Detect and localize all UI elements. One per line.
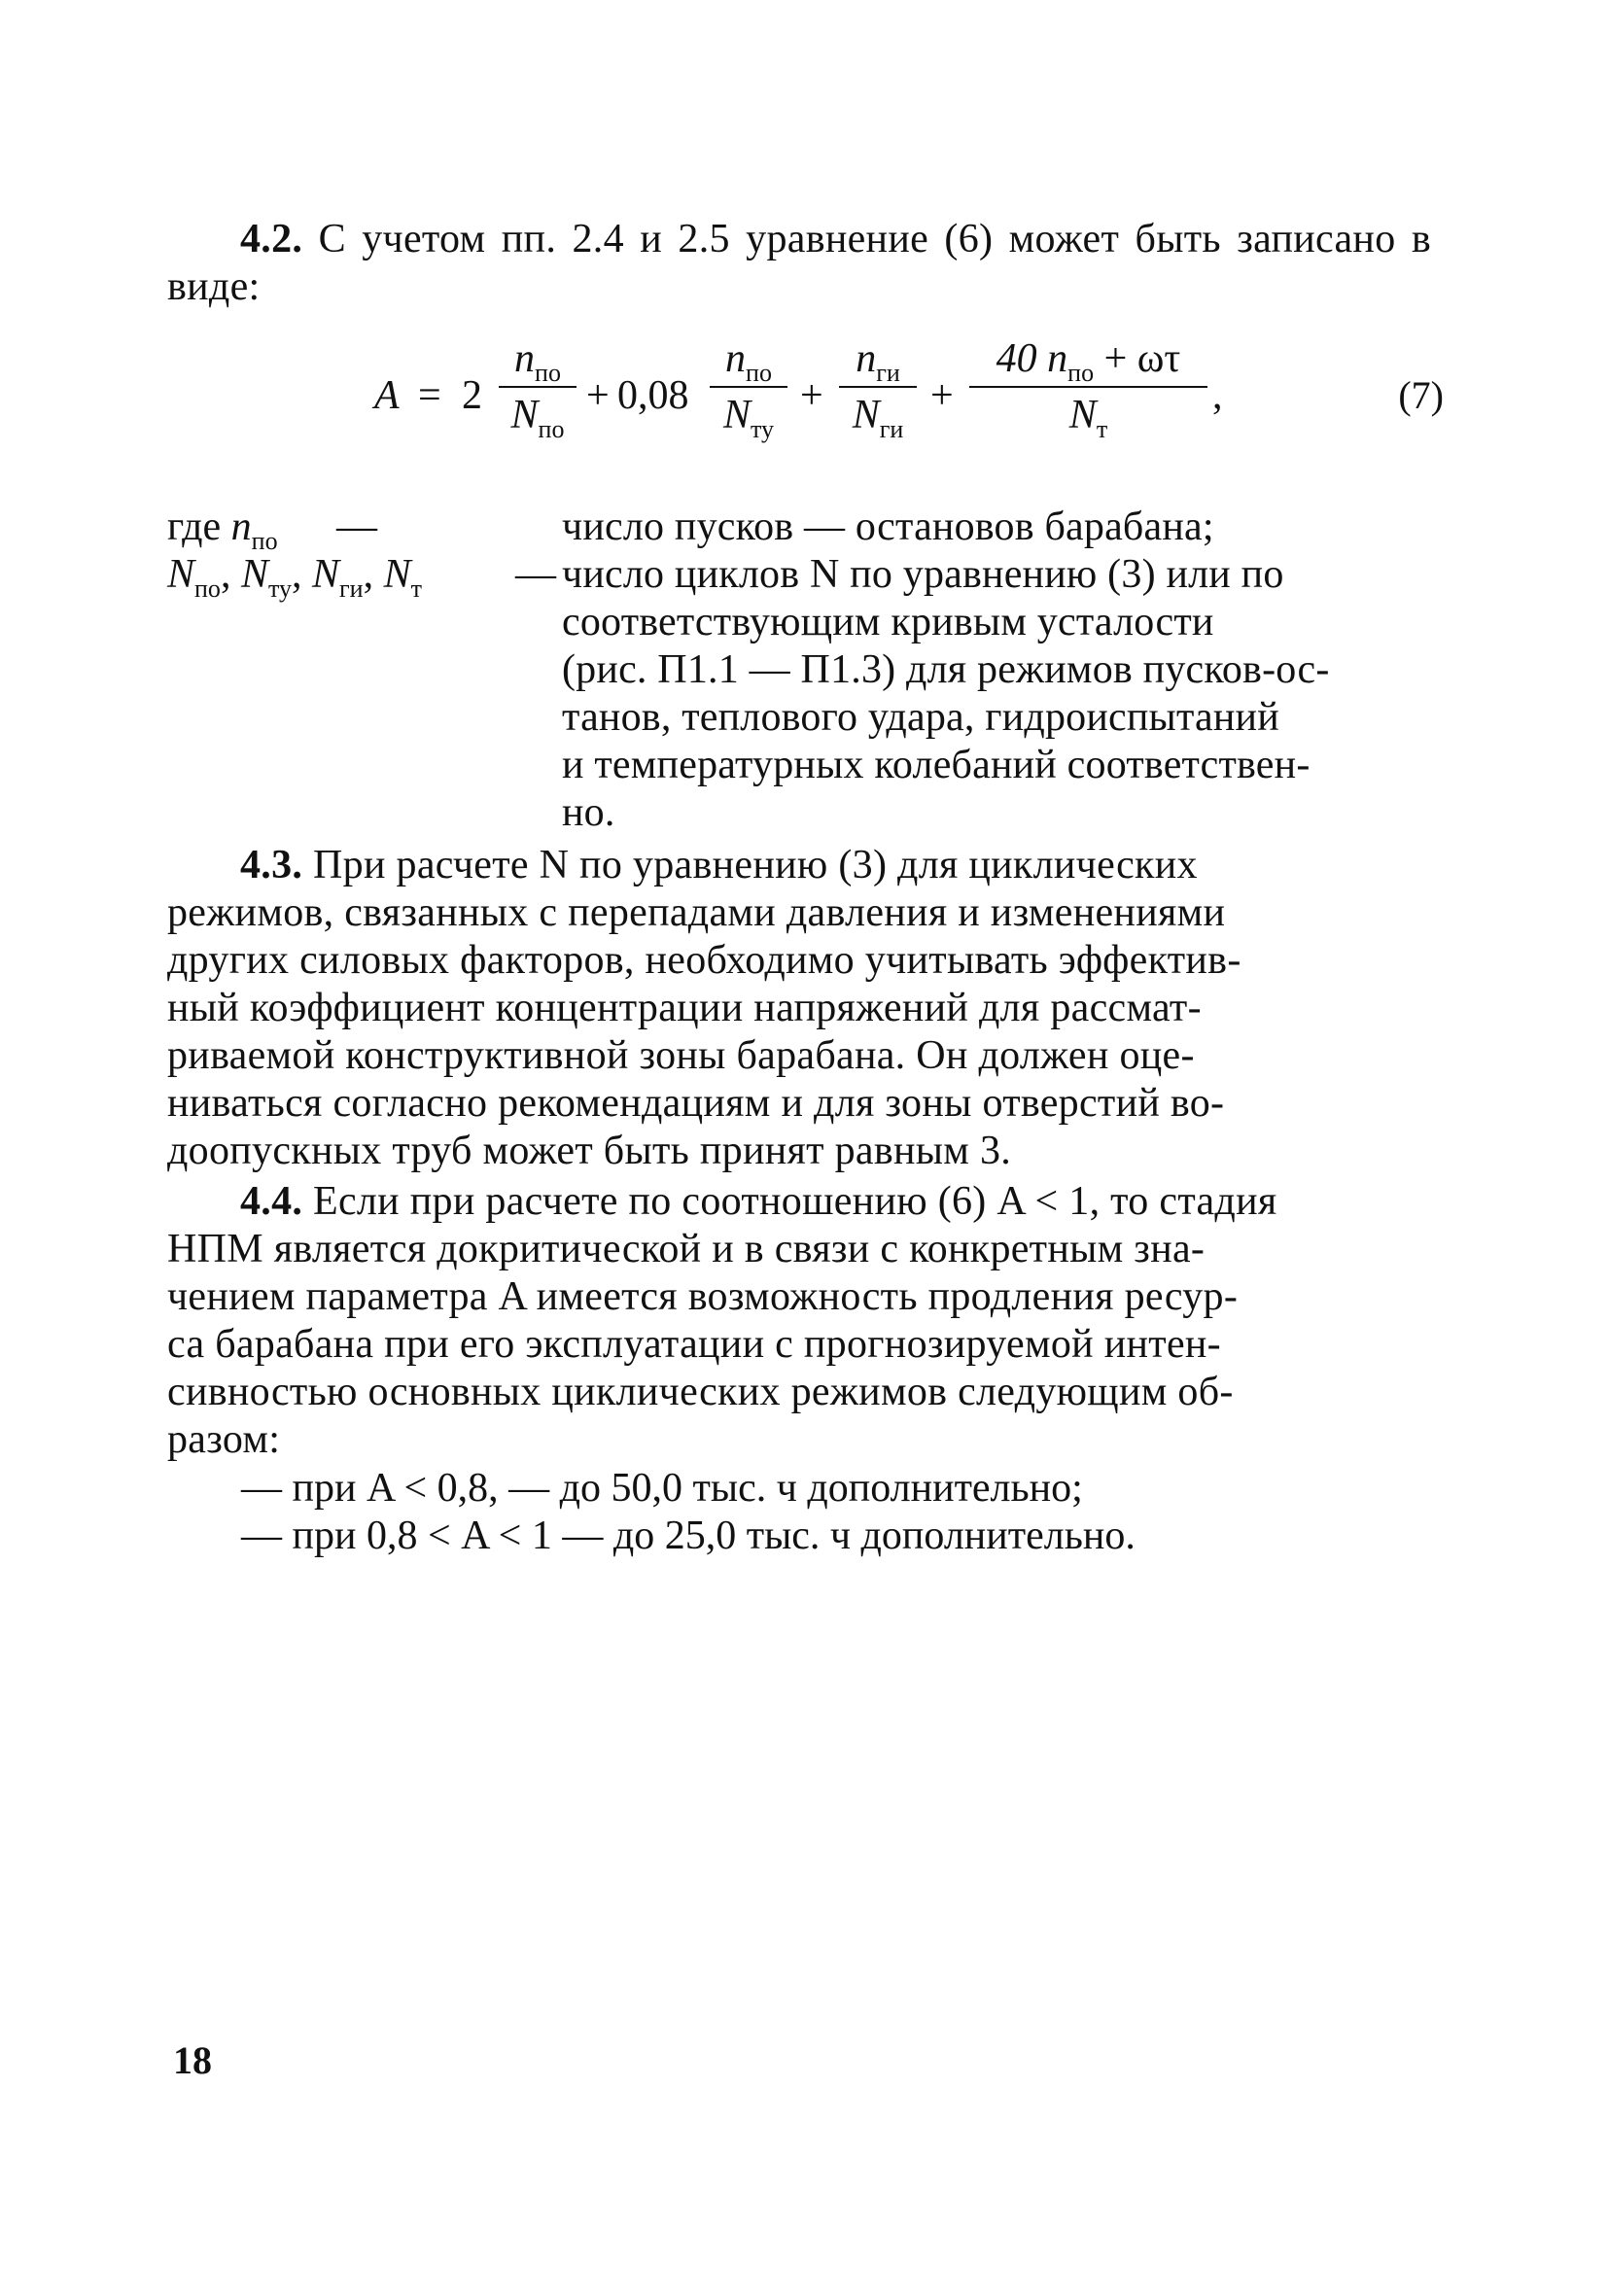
sep-1: , (220, 552, 231, 597)
section-4-3 (167, 842, 1431, 1175)
formula-plus-3: + (930, 373, 954, 418)
sep-3: , (363, 552, 374, 597)
where-dash-2: — (515, 552, 556, 597)
N-sub-1: по (194, 574, 221, 603)
frac4-num: 40 n (996, 336, 1068, 381)
where-n-symbol: n (230, 504, 252, 549)
section-text: С учетом пп. 2.4 и 2.5 уравнение (6) может быть записано в виде: (167, 217, 1431, 309)
where-N-line: танов, теплового удара, гидроиспытаний (562, 695, 1279, 740)
frac4-den: N (1068, 393, 1097, 437)
N-sub-4: т (410, 574, 422, 603)
section-line: ниваться согласно рекомендациям и для зоны отверстий во- (167, 1081, 1225, 1126)
frac4-num-tail: + ωτ (1103, 336, 1181, 381)
frac4-num-sub: по (1067, 359, 1095, 387)
list-item: — при A < 0,8, — до 50,0 тыс. ч дополнительно; (241, 1466, 1083, 1511)
N-symbol-1: N (167, 552, 195, 597)
section-4-2 (167, 216, 1431, 311)
fraction-3 (839, 335, 917, 443)
N-sub-2: ту (267, 574, 292, 603)
frac3-num-sub: ги (876, 359, 900, 387)
section-4-4 (167, 1178, 1431, 1464)
section-line: доопускных труб может быть принят равным 3. (167, 1129, 1012, 1173)
where-n-description: число пусков — остановов барабана; (562, 504, 1214, 549)
N-symbol-2: N (240, 552, 268, 597)
section-line: сивностью основных циклических режимов следующим об- (167, 1370, 1234, 1414)
where-n-sub: по (251, 527, 278, 555)
formula-coef1: 2 (462, 373, 482, 418)
sep-2: , (291, 552, 302, 597)
where-n-label (167, 504, 278, 555)
frac1-num: n (514, 336, 536, 381)
frac2-num: n (725, 336, 747, 381)
fraction-4 (969, 335, 1207, 443)
section-number: 4.2. (240, 217, 303, 261)
fraction-1 (499, 335, 577, 443)
where-N-line: соответствующим кривым усталости (562, 600, 1214, 644)
page-number: 18 (173, 2038, 212, 2082)
formula-7 (374, 335, 1444, 471)
equation-number: (7) (1398, 373, 1444, 417)
where-N-line: число циклов N по уравнению (3) или по (562, 552, 1284, 597)
section-line: Если при расчете по соотношению (6) A < 1, то стадия (313, 1179, 1277, 1224)
frac1-den-sub: по (538, 415, 565, 443)
section-number: 4.3. (240, 843, 303, 887)
formula-lhs: A (374, 373, 400, 418)
where-N-label (167, 551, 422, 603)
frac2-den-sub: ту (750, 415, 775, 443)
where-N-description (562, 551, 1431, 837)
formula-plus-1: + (586, 373, 610, 418)
fraction-2 (710, 335, 787, 443)
formula-eq: = (418, 373, 441, 418)
list-item: — при 0,8 < A < 1 — до 25,0 тыс. ч дополнительно. (241, 1513, 1136, 1558)
section-line: ный коэффициент концентрации напряжений для рассмат- (167, 986, 1202, 1030)
formula-coef2: 0,08 (617, 373, 689, 418)
frac3-den: N (852, 393, 880, 437)
section-number: 4.4. (240, 1179, 303, 1224)
section-line: разом: (167, 1417, 281, 1462)
section-line: са барабана при его эксплуатации с прогнозируемой интен- (167, 1322, 1221, 1367)
where-dash-1: — (336, 504, 377, 549)
section-line: риваемой конструктивной зоны барабана. Он должен оце- (167, 1033, 1195, 1078)
where-N-line: и температурных колебаний соответствен- (562, 743, 1311, 787)
formula-plus-2: + (800, 373, 823, 418)
frac3-num: n (856, 336, 877, 381)
frac2-num-sub: по (746, 359, 772, 387)
N-symbol-4: N (383, 552, 411, 597)
section-line: При расчете N по уравнению (3) для циклических (313, 843, 1198, 887)
frac1-num-sub: по (535, 359, 561, 387)
where-label: где (167, 504, 222, 549)
where-N-line: но. (562, 790, 615, 835)
formula-comma: , (1212, 373, 1223, 418)
frac3-den-sub: ги (879, 415, 904, 443)
section-line: других силовых факторов, необходимо учитывать эффектив- (167, 938, 1241, 983)
frac2-den: N (722, 393, 751, 437)
N-symbol-3: N (311, 552, 339, 597)
frac1-den: N (510, 393, 539, 437)
frac4-den-sub: т (1096, 415, 1108, 443)
where-N-line: (рис. П1.1 — П1.3) для режимов пусков-ос- (562, 647, 1330, 692)
section-line: чением параметра A имеется возможность продления ресур- (167, 1274, 1239, 1319)
section-line: НПМ является докритической и в связи с конкретным зна- (167, 1227, 1206, 1271)
section-line: режимов, связанных с перепадами давления и изменениями (167, 890, 1226, 935)
N-sub-3: ги (339, 574, 364, 603)
